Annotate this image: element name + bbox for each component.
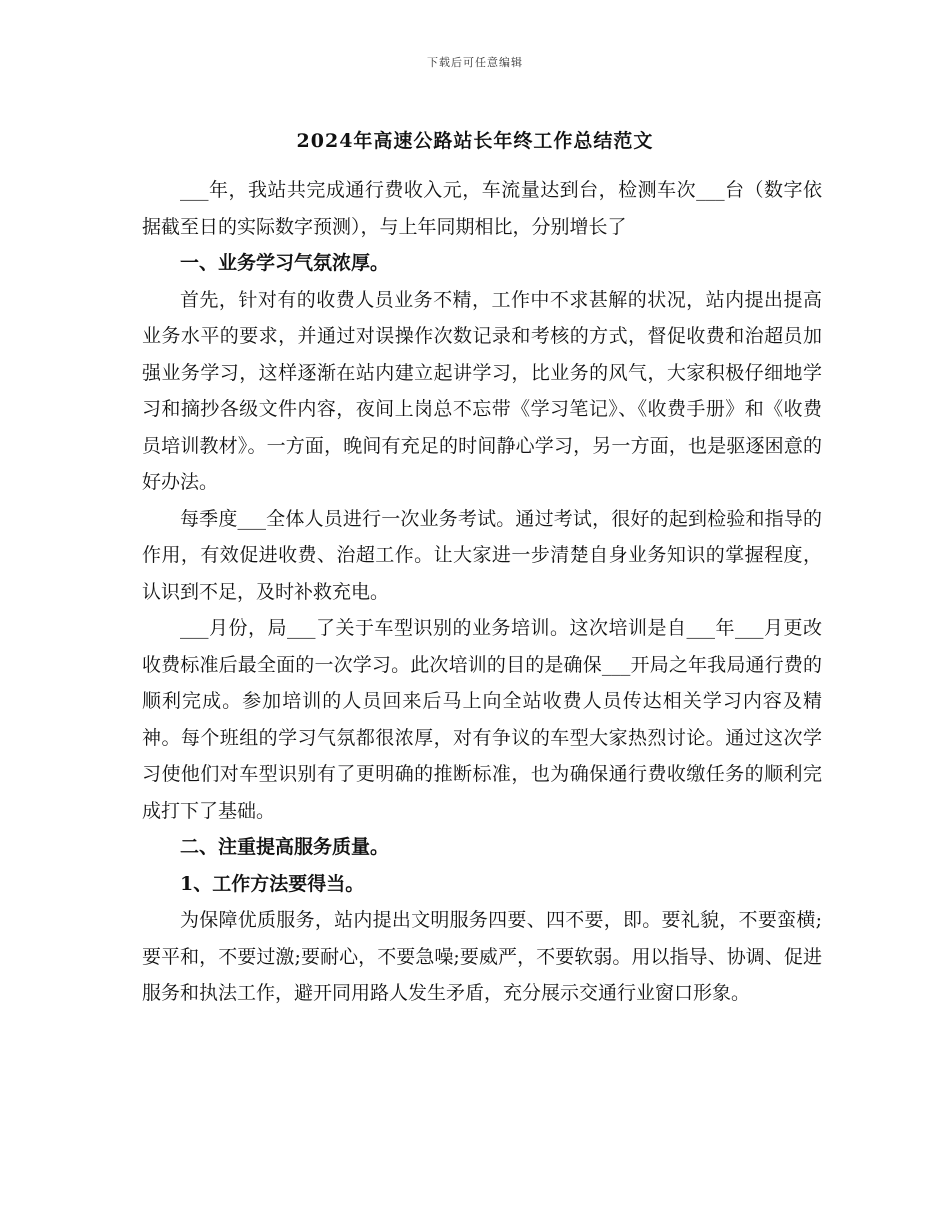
header-note: 下载后可任意编辑 (427, 56, 523, 69)
paragraph-quarterly-exam: 每季度___全体人员进行一次业务考试。通过考试，很好的起到检验和指导的作用，有效促进收费、治超工作。让大家进一步清楚自身业务知识的掌握程度，认识到不足，及时补救充电。 (142, 507, 822, 603)
paragraph-training: ___月份，局___了关于车型识别的业务培训。这次培训是自___年___月更改收费标准后最全面的一次学习。此次培训的目的是确保___开局之年我局通行费的顺利完成。参加培训的人员回来后马上向全站收费人员传达相关学习内容及精神。每个班组的学习气氛都很浓厚，对有争议的车型大家热烈讨论。通过这次学习使他们对车型识别有了更明确的推断标准，也为确保通行费收缴任务的顺利完成打下了基础。 (142, 617, 822, 822)
section-heading-2: 二、注重提高服务质量。 (180, 836, 390, 858)
document-title: 2024年高速公路站长年终工作总结范文 (296, 130, 654, 152)
document-body (142, 172, 822, 1012)
paragraph-study: 首先，针对有的收费人员业务不精，工作中不求甚解的状况，站内提出提高业务水平的要求，并通过对误操作次数记录和考核的方式，督促收费和治超员加强业务学习，这样逐渐在站内建立起讲学习，比业务的风气，大家积极仔细地学习和摘抄各级文件内容，夜间上岗总不忘带《学习笔记》、《收费手册》和《收费员培训教材》。一方面，晚间有充足的时间静心学习，另一方面，也是驱逐困意的好办法。 (142, 288, 822, 493)
section-heading-1: 一、业务学习气氛浓厚。 (180, 252, 390, 274)
paragraph-service: 为保障优质服务，站内提出文明服务四要、四不要，即。要礼貌，不要蛮横;要平和，不要过激;要耐心，不要急噪;要威严，不要软弱。用以指导、协调、促进服务和执法工作，避开同用路人发生矛盾，充分展示交通行业窗口形象。 (142, 909, 822, 1004)
paragraph-intro: ___年，我站共完成通行费收入元，车流量达到台，检测车次___台（数字依据截至日的实际数字预测），与上年同期相比，分别增长了 (142, 179, 822, 238)
sub-heading-1: 1、工作方法要得当。 (180, 872, 365, 895)
